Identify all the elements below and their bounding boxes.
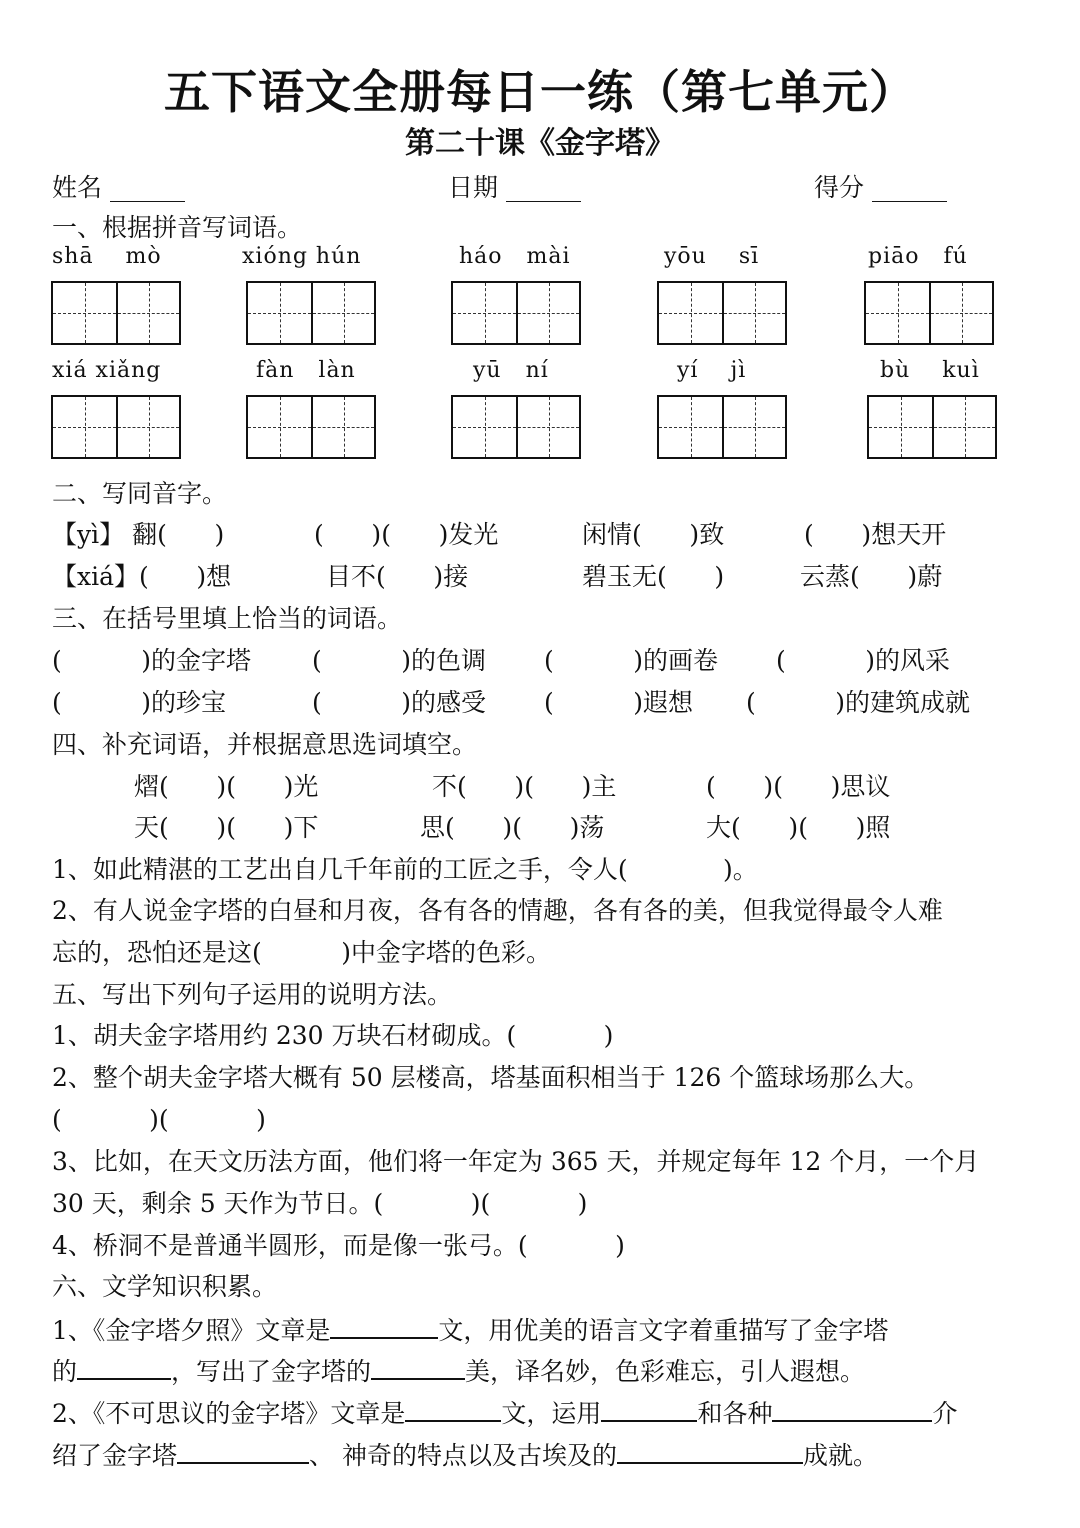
homophone-item: 【xiá】( )想 xyxy=(52,562,232,591)
pinyin-label: yū ní xyxy=(473,358,549,383)
idiom-item: 思( )( )荡 xyxy=(420,813,605,842)
page-title: 五下语文全册每日一练（第七单元） xyxy=(164,65,916,119)
fill-word-item: ( )的风采 xyxy=(776,646,950,675)
writing-grid[interactable] xyxy=(657,281,787,345)
section-3-heading: 三、在括号里填上恰当的词语。 xyxy=(52,604,403,633)
pinyin-label: bù kuì xyxy=(880,358,980,383)
idiom-item: 不( )( )主 xyxy=(432,772,617,801)
fill-blank[interactable] xyxy=(617,1438,803,1464)
question-line xyxy=(52,1438,878,1472)
fill-word-item: ( )的画卷 xyxy=(544,646,718,675)
idiom-item: 熠( )( )光 xyxy=(134,772,319,801)
question-text: 1、如此精湛的工艺出自几千年前的工匠之手，令人( )。 xyxy=(52,855,758,884)
question-line xyxy=(52,1354,865,1388)
pinyin-label: piāo fú xyxy=(868,244,968,269)
text-segment: 美，译名妙，色彩难忘，引人遐想。 xyxy=(465,1357,866,1386)
homophone-item: 闲情( )致 xyxy=(582,520,725,549)
writing-grid[interactable] xyxy=(246,281,376,345)
idiom-item: ( )( )思议 xyxy=(706,772,891,801)
text-segment: 介 xyxy=(932,1399,958,1428)
pinyin-label: fàn làn xyxy=(256,358,356,383)
section-6-heading: 六、文学知识积累。 xyxy=(52,1272,278,1301)
lesson-title: 第二十课《金字塔》 xyxy=(405,126,675,161)
homophone-item: 碧玉无( ) xyxy=(582,562,725,591)
text-segment: 1、《金字塔夕照》文章是 xyxy=(52,1316,331,1345)
writing-grid[interactable] xyxy=(867,395,997,459)
idiom-item: 天( )( )下 xyxy=(134,813,319,842)
fill-word-item: ( )的金字塔 xyxy=(52,646,251,675)
homophone-item: 【yì】 翻( ) xyxy=(52,520,225,549)
date-field[interactable]: 日期 ______ xyxy=(448,173,581,202)
fill-blank[interactable] xyxy=(405,1396,501,1422)
fill-blank[interactable] xyxy=(601,1396,697,1422)
homophone-item: ( )想天开 xyxy=(804,520,947,549)
text-segment: ，写出了金字塔的 xyxy=(171,1357,372,1386)
question-text: 2、整个胡夫金字塔大概有 50 层楼高，塔基面积相当于 126 个篮球场那么大。 xyxy=(52,1063,930,1092)
fill-blank[interactable] xyxy=(77,1354,171,1380)
pinyin-label: háo mài xyxy=(459,244,571,269)
writing-grid[interactable] xyxy=(246,395,376,459)
text-segment: 2、《不可思议的金字塔》文章是 xyxy=(52,1399,406,1428)
text-segment: 成就。 xyxy=(802,1441,878,1470)
pinyin-label: xióng hún xyxy=(242,244,362,269)
pinyin-label: xiá xiǎng xyxy=(52,358,162,383)
fill-blank[interactable] xyxy=(371,1354,465,1380)
pinyin-label: shā mò xyxy=(52,244,162,269)
question-line xyxy=(52,1396,957,1430)
answer-blanks: ( )( ) xyxy=(52,1105,266,1134)
writing-grid[interactable] xyxy=(51,395,181,459)
text-segment: 文，用优美的语言文字着重描写了金字塔 xyxy=(438,1316,889,1345)
question-text: 30 天，剩余 5 天作为节日。( )( ) xyxy=(52,1189,588,1218)
section-4-heading: 四、补充词语，并根据意思选词填空。 xyxy=(52,730,478,759)
fill-blank[interactable] xyxy=(177,1438,309,1464)
question-text: 3、比如，在天文历法方面，他们将一年定为 365 天，并规定每年 12 个月，一个月 xyxy=(52,1147,980,1176)
homophone-item: ( )( )发光 xyxy=(314,520,499,549)
section-2-heading: 二、写同音字。 xyxy=(52,479,228,508)
question-line xyxy=(52,1313,888,1347)
score-field[interactable]: 得分 ______ xyxy=(814,173,947,202)
fill-word-item: ( )的感受 xyxy=(312,688,486,717)
fill-word-item: ( )的珍宝 xyxy=(52,688,226,717)
section-1-heading: 一、根据拼音写词语。 xyxy=(52,213,303,242)
text-segment: 的 xyxy=(52,1357,78,1386)
question-text: 1、胡夫金字塔用约 230 万块石材砌成。( ) xyxy=(52,1021,614,1050)
homophone-item: 云蒸( )蔚 xyxy=(800,562,943,591)
question-text: 2、有人说金字塔的白昼和月夜，各有各的情趣，各有各的美，但我觉得最令人难 xyxy=(52,896,943,925)
question-text: 4、桥洞不是普通半圆形，而是像一张弓。( ) xyxy=(52,1231,625,1260)
writing-grid[interactable] xyxy=(51,281,181,345)
text-segment: 和各种 xyxy=(697,1399,773,1428)
question-text: 忘的，恐怕还是这( )中金字塔的色彩。 xyxy=(52,938,551,967)
pinyin-label: yōu sī xyxy=(664,244,760,269)
fill-word-item: ( )的色调 xyxy=(312,646,486,675)
text-segment: 绍了金字塔 xyxy=(52,1441,178,1470)
writing-grid[interactable] xyxy=(864,281,994,345)
writing-grid[interactable] xyxy=(451,395,581,459)
idiom-item: 大( )( )照 xyxy=(706,813,891,842)
homophone-item: 目不( )接 xyxy=(326,562,469,591)
fill-word-item: ( )的建筑成就 xyxy=(746,688,970,717)
fill-word-item: ( )遐想 xyxy=(544,688,693,717)
fill-blank[interactable] xyxy=(772,1396,932,1422)
writing-grid[interactable] xyxy=(657,395,787,459)
text-segment: 、 神奇的特点以及古埃及的 xyxy=(309,1441,617,1470)
name-field[interactable]: 姓名 ______ xyxy=(52,173,185,202)
section-5-heading: 五、写出下列句子运用的说明方法。 xyxy=(52,980,453,1009)
text-segment: 文，运用 xyxy=(501,1399,602,1428)
pinyin-label: yí jì xyxy=(677,358,747,383)
fill-blank[interactable] xyxy=(330,1313,438,1339)
writing-grid[interactable] xyxy=(451,281,581,345)
